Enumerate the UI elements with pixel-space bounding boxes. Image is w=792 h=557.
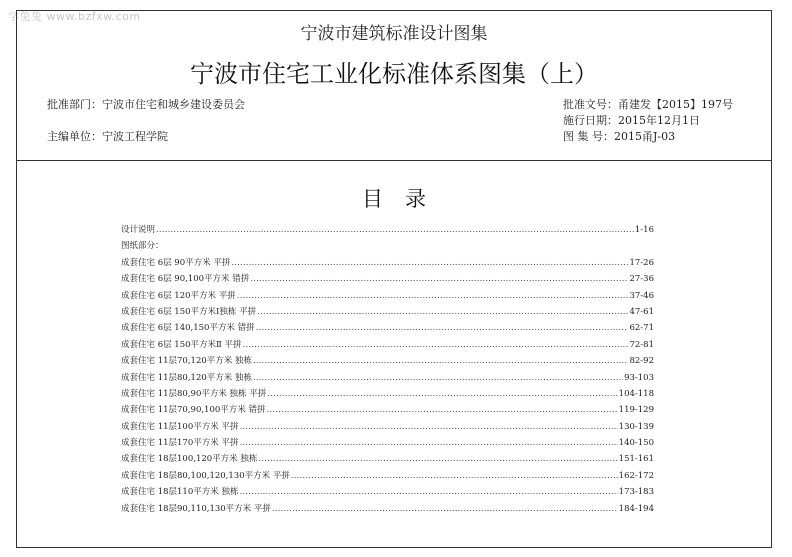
toc-entry-page: 130-139 [618,421,654,432]
toc-leader-dots [253,356,629,366]
toc-entry [121,420,654,436]
toc-leader-dots [239,487,617,497]
toc-entry [121,436,654,452]
toc-leader-dots [291,471,618,481]
toc-entry-label: 成套住宅 11层100平方米 平拼 [121,421,239,432]
atlas-number: 图 集 号：2015甬J-03 [563,130,676,143]
toc-entry-label: 成套住宅 11层70,90,100平方米 错拼 [121,405,266,416]
toc-entry-page: 1-16 [634,225,654,235]
toc-leader-dots [239,422,617,432]
toc-entry [121,272,654,288]
toc-leader-dots [239,438,617,448]
toc-entry-label: 成套住宅 11层80,90平方米 独栋 平拼 [121,388,267,399]
toc-entry-page: 173-183 [618,487,654,498]
toc-entry-label: 成套住宅 18层80,100,120,130平方米 平拼 [121,470,290,481]
toc-entry [121,223,654,239]
toc-entry-label: 成套住宅 6层 90平方米 平拼 [121,257,231,268]
toc-entry-page: 151-161 [618,454,654,465]
toc-entry-label: 成套住宅 6层 120平方米 平拼 [121,290,236,301]
toc-leader-dots [253,373,623,383]
toc-entry-page: 104-118 [618,388,654,399]
watermark-text: 学兔兔 www.bzfxw.com [8,10,141,23]
toc-entry-page: 72-81 [629,339,654,350]
toc-entry-label: 成套住宅 18层110平方米 独栋 [121,487,239,498]
effective-date: 施行日期：2015年12月1日 [563,114,700,127]
title-block [17,11,771,161]
table-of-contents [121,223,654,518]
toc-entry [121,387,654,403]
toc-entry [121,485,654,501]
toc-entry [121,403,654,419]
toc-entry-label: 成套住宅 6层 150平方米Ⅱ 平拼 [121,339,242,350]
toc-entry-label: 图纸部分： [121,241,164,252]
toc-leader-dots [237,291,629,301]
toc-entry-label: 成套住宅 11层80,120平方米 独栋 [121,372,252,383]
toc-entry-page: 119-129 [618,405,654,416]
toc-leader-dots [272,504,618,514]
toc-entry [121,354,654,370]
toc-entry [121,502,654,518]
toc-entry-page: 184-194 [618,503,654,514]
toc-entry-page: 37-46 [629,290,654,301]
toc-entry-page: 27-36 [629,274,654,285]
toc-entry [121,289,654,305]
toc-entry-label: 成套住宅 11层170平方米 平拼 [121,438,239,449]
toc-entry-page: 162-172 [618,470,654,481]
approval-department: 批准部门：宁波市住宅和城乡建设委员会 [47,98,245,111]
toc-entry-page: 93-103 [624,372,654,383]
toc-entry [121,469,654,485]
toc-entry [121,305,654,321]
toc-leader-dots [257,307,628,317]
toc-leader-dots [231,258,628,268]
toc-entry-label: 成套住宅 18层100,120平方米 独栋 [121,454,258,465]
toc-entry-label: 成套住宅 18层90,110,130平方米 平拼 [121,503,271,514]
toc-entry-label: 成套住宅 6层 90,100平方米 错拼 [121,274,250,285]
chief-editor-unit: 主编单位：宁波工程学院 [47,130,168,143]
toc-entry [121,321,654,337]
drawing-frame [16,10,772,548]
toc-leader-dots [243,340,629,350]
toc-entry-page: 17-26 [629,257,654,268]
approval-document-number: 批准文号：甬建发【2015】197号 [563,98,733,111]
toc-entry-page: 47-61 [629,306,654,317]
toc-entry-page: 140-150 [618,438,654,449]
toc-entry [121,338,654,354]
toc-entry-label: 成套住宅 6层 150平方米Ⅰ独栋 平拼 [121,306,257,317]
toc-leader-dots [258,454,617,464]
toc-leader-dots [250,274,628,284]
toc-entry [121,239,654,255]
toc-entry-label: 设计说明 [121,225,156,235]
toc-entry [121,256,654,272]
toc-leader-dots [266,405,617,415]
toc-leader-dots [256,323,629,333]
toc-entry-label: 成套住宅 11层70,120平方米 独栋 [121,356,252,367]
toc-heading: 目录 [362,187,448,211]
toc-entry-page: 82-92 [629,356,654,367]
toc-leader-dots [267,389,617,399]
toc-entry-page: 62-71 [629,323,654,334]
series-title: 宁波市建筑标准设计图集 [300,24,488,44]
toc-leader-dots [156,225,634,235]
toc-entry [121,452,654,468]
toc-entry-label: 成套住宅 6层 140,150平方米 错拼 [121,323,255,334]
main-title: 宁波市住宅工业化标准体系图集（上） [190,60,598,88]
toc-entry [121,371,654,387]
